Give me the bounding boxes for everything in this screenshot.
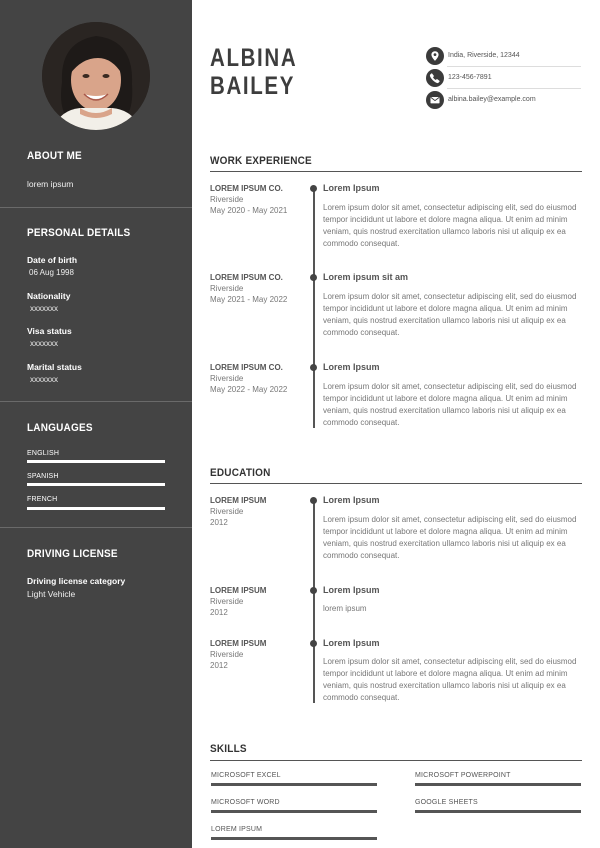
dob-value: 06 Aug 1998	[29, 268, 74, 277]
first-name: ALBINA	[210, 44, 298, 72]
skill-name: GOOGLE SHEETS	[415, 799, 478, 806]
education-org: LOREM IPSUM	[210, 586, 267, 595]
work-description: Lorem ipsum dolor sit amet, consectetur adipiscing elit, sed do eiusmod tempor incididunt ut labore et dolore magna aliqua. Ut enim ad minim veniam, quis nostrud exercitation ullamco laboris nisi ut aliquip ex ea commodo consequat.	[323, 382, 577, 427]
education-title: Lorem Ipsum	[323, 495, 380, 505]
education-org: LOREM IPSUM	[210, 496, 267, 505]
skill-level-bar	[211, 783, 377, 786]
section-rule	[210, 171, 582, 172]
language-level-bar	[27, 483, 165, 486]
education-timeline	[313, 500, 315, 703]
education-heading: EDUCATION	[210, 467, 271, 480]
skill-level-bar	[415, 783, 581, 786]
contact-phone: 123-456-7891	[448, 74, 492, 81]
visa-status-label: Visa status	[27, 326, 72, 336]
sidebar-divider	[0, 527, 192, 528]
education-dates: 2012	[210, 518, 228, 527]
education-org: LOREM IPSUM	[210, 639, 267, 648]
about-heading: ABOUT ME	[27, 150, 82, 163]
section-rule	[210, 760, 582, 761]
education-description: Lorem ipsum dolor sit amet, consectetur adipiscing elit, sed do eiusmod tempor incididunt ut labore et dolore magna aliqua. Ut enim ad minim veniam, quis nostrud exercitation ullamco laboris nisi ut aliquip ex ea commodo consequat.	[323, 657, 577, 702]
timeline-dot	[310, 497, 317, 504]
education-title: Lorem Ipsum	[323, 638, 380, 648]
profile-photo	[42, 22, 150, 130]
avatar	[42, 22, 150, 130]
work-description: Lorem ipsum dolor sit amet, consectetur adipiscing elit, sed do eiusmod tempor incididunt ut labore et dolore magna aliqua. Ut enim ad minim veniam, quis nostrud exercitation ullamco laboris nisi ut aliquip ex ea commodo consequat.	[323, 292, 577, 337]
education-title: Lorem Ipsum	[323, 585, 380, 595]
marital-status-label: Marital status	[27, 362, 82, 372]
contact-email: albina.bailey@example.com	[448, 96, 536, 103]
skill-level-bar	[211, 810, 377, 813]
work-title: Lorem Ipsum	[323, 183, 380, 193]
last-name: BAILEY	[210, 72, 296, 100]
work-dates: May 2021 - May 2022	[210, 295, 288, 304]
language-french: FRENCH	[27, 496, 58, 503]
envelope-icon	[426, 91, 444, 109]
contact-divider	[447, 66, 581, 67]
education-location: Riverside	[210, 597, 244, 606]
education-location: Riverside	[210, 507, 244, 516]
sidebar	[0, 0, 192, 848]
timeline-dot	[310, 185, 317, 192]
phone-icon	[426, 69, 444, 87]
work-dates: May 2022 - May 2022	[210, 385, 288, 394]
sidebar-divider	[0, 207, 192, 208]
work-org: LOREM IPSUM CO.	[210, 273, 283, 282]
dob-label: Date of birth	[27, 255, 78, 265]
skill-name: MICROSOFT EXCEL	[211, 772, 281, 779]
timeline-dot	[310, 640, 317, 647]
contact-address: India, Riverside, 12344	[448, 52, 520, 59]
skill-level-bar	[211, 837, 377, 840]
marital-status-value: xxxxxxx	[30, 375, 58, 384]
work-location: Riverside	[210, 284, 244, 293]
timeline-dot	[310, 587, 317, 594]
skill-level-bar	[415, 810, 581, 813]
skills-heading: SKILLS	[210, 743, 247, 756]
work-title: Lorem Ipsum	[323, 362, 380, 372]
personal-details-heading: PERSONAL DETAILS	[27, 227, 131, 240]
skill-name: MICROSOFT POWERPOINT	[415, 772, 511, 779]
skill-name: LOREM IPSUM	[211, 826, 263, 833]
work-title: Lorem ipsum sit am	[323, 272, 409, 282]
language-level-bar	[27, 507, 165, 510]
education-dates: 2012	[210, 608, 228, 617]
section-rule	[210, 483, 582, 484]
education-location: Riverside	[210, 650, 244, 659]
work-experience-heading: WORK EXPERIENCE	[210, 155, 312, 168]
work-location: Riverside	[210, 374, 244, 383]
work-description: Lorem ipsum dolor sit amet, consectetur adipiscing elit, sed do eiusmod tempor incididunt ut labore et dolore magna aliqua. Ut enim ad minim veniam, quis nostrud exercitation ullamco laboris nisi ut aliquip ex ea commodo consequat.	[323, 203, 577, 248]
skill-name: MICROSOFT WORD	[211, 799, 280, 806]
languages-heading: LANGUAGES	[27, 422, 93, 435]
work-org: LOREM IPSUM CO.	[210, 184, 283, 193]
timeline-dot	[310, 364, 317, 371]
location-pin-icon	[426, 47, 444, 65]
sidebar-divider	[0, 401, 192, 402]
education-description: Lorem ipsum dolor sit amet, consectetur adipiscing elit, sed do eiusmod tempor incididunt ut labore et dolore magna aliqua. Ut enim ad minim veniam, quis nostrud exercitation ullamco laboris nisi ut aliquip ex ea commodo consequat.	[323, 515, 577, 560]
driving-license-label: Driving license category	[27, 576, 126, 586]
work-dates: May 2020 - May 2021	[210, 206, 288, 215]
nationality-label: Nationality	[27, 291, 71, 301]
work-org: LOREM IPSUM CO.	[210, 363, 283, 372]
work-location: Riverside	[210, 195, 244, 204]
visa-status-value: xxxxxxx	[30, 339, 58, 348]
nationality-value: xxxxxxx	[30, 304, 58, 313]
driving-license-value: Light Vehicle	[27, 589, 76, 599]
timeline-dot	[310, 274, 317, 281]
about-text: lorem ipsum	[27, 179, 74, 189]
education-description: lorem ipsum	[323, 604, 367, 613]
work-timeline	[313, 188, 315, 428]
language-english: ENGLISH	[27, 450, 60, 457]
driving-license-heading: DRIVING LICENSE	[27, 548, 118, 561]
contact-divider	[447, 88, 581, 89]
education-dates: 2012	[210, 661, 228, 670]
language-level-bar	[27, 460, 165, 463]
language-spanish: SPANISH	[27, 473, 59, 480]
